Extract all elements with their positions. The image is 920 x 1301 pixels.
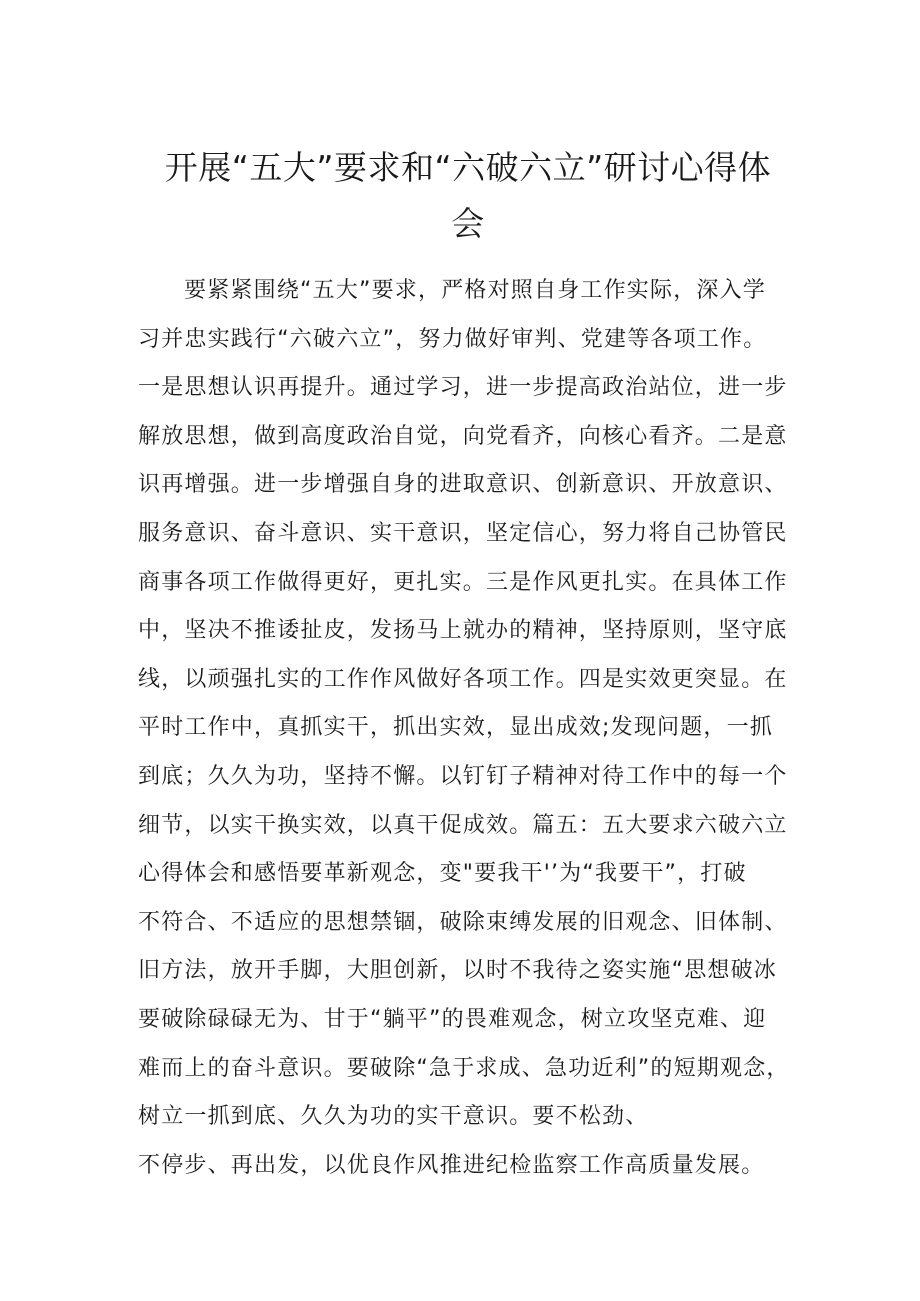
body-line: 细节，以实干换实效，以真干促成效。篇五：五大要求六破六立 bbox=[138, 812, 788, 838]
body-line: 解放思想，做到高度政治自觉，向党看齐，向核心看齐。二是意 bbox=[138, 423, 788, 449]
body-line: 到底；久久为功，坚持不懈。以钉钉子精神对待工作中的每一个 bbox=[138, 763, 788, 789]
body-line: 不符合、不适应的思想禁锢，破除束缚发展的旧观念、旧体制、 bbox=[138, 909, 788, 935]
body-line: 旧方法，放开手脚，大胆创新，以时不我待之姿实施“思想破冰 bbox=[138, 958, 777, 984]
body-line: 一是思想认识再提升。通过学习，进一步提高政治站位，进一步 bbox=[138, 375, 788, 401]
body-line: 不停步、再出发，以优良作风推进纪检监察工作高质量发展。 bbox=[138, 1152, 765, 1178]
body-line: 识再增强。进一步增强自身的进取意识、创新意识、开放意识、 bbox=[138, 472, 788, 498]
body-paragraph bbox=[138, 267, 818, 1190]
body-line: 线，以顽强扎实的工作作风做好各项工作。四是实效更突显。在 bbox=[138, 666, 788, 692]
body-line: 商事各项工作做得更好，更扎实。三是作风更扎实。在具体工作 bbox=[138, 569, 788, 595]
body-line: 平时工作中，真抓实干，抓出实效，显出成效;发现问题，一抓 bbox=[138, 715, 774, 741]
body-line: 服务意识、奋斗意识、实干意识，坚定信心，努力将自己协管民 bbox=[138, 520, 788, 546]
body-line: 中，坚决不推诿扯皮，发扬马上就办的精神，坚持原则，坚守底 bbox=[138, 618, 788, 644]
body-line: 习并忠实践行“六破六立”，努力做好审判、党建等各项工作。 bbox=[138, 326, 767, 352]
body-line: 要紧紧围绕“五大”要求，严格对照自身工作实际，深入学 bbox=[184, 278, 766, 303]
title-line: 开展“五大”要求和“六破六立”研讨心得体 bbox=[164, 148, 772, 187]
document-title bbox=[138, 140, 798, 252]
body-line: 心得体会和感悟要革新观念，变"要我干'’为“我要干”，打破 bbox=[138, 861, 747, 887]
title-line: 会 bbox=[451, 204, 485, 243]
body-line: 难而上的奋斗意识。要破除“急于求成、急功近利”的短期观念， bbox=[138, 1055, 790, 1081]
body-line: 树立一抓到底、久久为功的实干意识。要不松劲、 bbox=[138, 1104, 649, 1130]
body-line: 要破除碌碌无为、甘于“躺平”的畏难观念，树立攻坚克难、迎 bbox=[138, 1006, 767, 1032]
